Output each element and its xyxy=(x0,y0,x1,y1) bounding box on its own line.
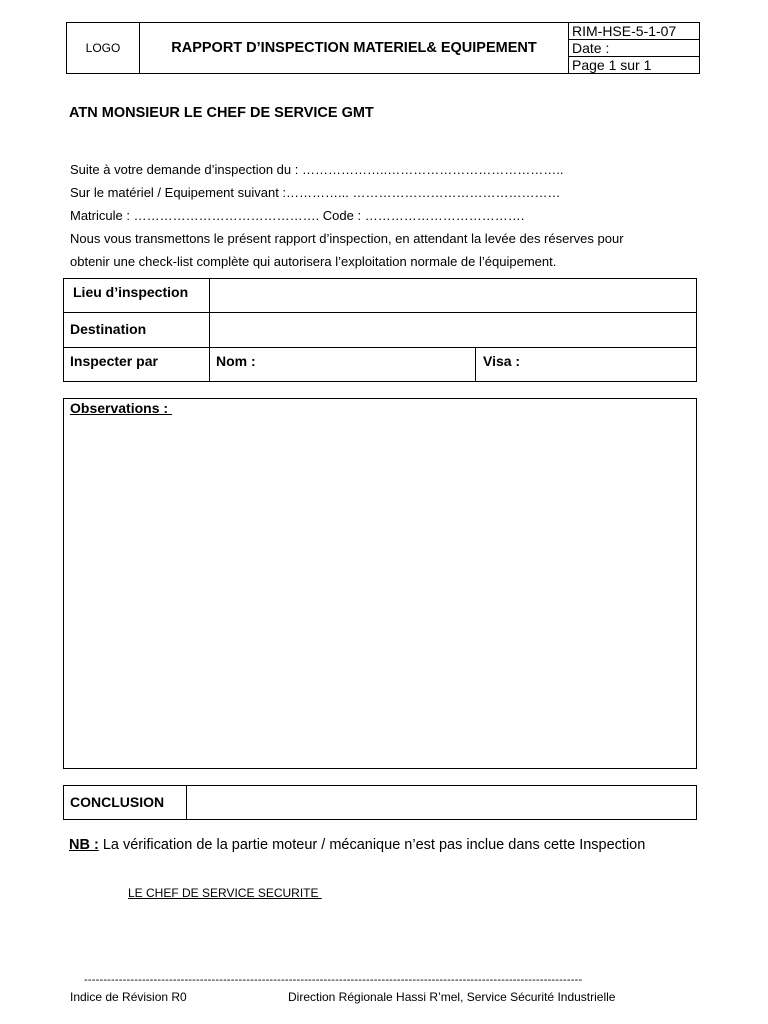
body-line-transmit: Nous vous transmettons le présent rapport d’inspection, en attendant la levée des réserves pour xyxy=(70,231,624,246)
document-header xyxy=(66,22,700,74)
nb-note xyxy=(69,837,645,853)
row-lieu xyxy=(64,279,696,313)
footer-revision: Indice de Révision R0 xyxy=(70,990,187,1004)
date-field: Date : xyxy=(569,40,699,57)
field-visa: Visa : xyxy=(483,353,521,369)
row-inspecteur xyxy=(64,348,696,381)
label-lieu-inspection: Lieu d’inspection xyxy=(64,279,210,312)
footer-direction: Direction Régionale Hassi R’mel, Service Sécurité Industrielle xyxy=(288,990,616,1004)
conclusion-row xyxy=(63,785,697,820)
label-destination: Destination xyxy=(64,313,210,347)
conclusion-label: CONCLUSION xyxy=(64,786,187,819)
footer-divider: --------------------------------------------------------------------------------------------------------------------------------- xyxy=(84,974,583,986)
observations-box xyxy=(63,398,697,769)
nb-label: NB : xyxy=(69,837,99,853)
observations-label: Observations : xyxy=(70,400,172,416)
document-title: RAPPORT D’INSPECTION MATERIEL& EQUIPEMENT xyxy=(140,23,569,73)
page-number: Page 1 sur 1 xyxy=(572,57,652,73)
addressee-line: ATN MONSIEUR LE CHEF DE SERVICE GMT xyxy=(69,105,374,121)
row-destination xyxy=(64,313,696,348)
field-nom: Nom : xyxy=(210,348,476,381)
label-inspecter-par: Inspecter par xyxy=(64,348,210,381)
document-reference: RIM-HSE-5-1-07 xyxy=(569,23,699,40)
body-line-equipment: Sur le matériel / Equipement suivant :…………... ………………………………………… xyxy=(70,185,561,200)
body-line-matricule: Matricule : ……………………………………. Code : ………………………………. xyxy=(70,208,525,223)
logo-placeholder: LOGO xyxy=(67,23,140,73)
signature-label: LE CHEF DE SERVICE SECURITE xyxy=(128,886,322,900)
body-line-request: Suite à votre demande d’inspection du : ………………..………………………………….. xyxy=(70,162,564,177)
body-line-checklist: obtenir une check-list complète qui autorisera l’exploitation normale de l’équipement. xyxy=(70,254,557,269)
nb-text: La vérification de la partie moteur / mécanique n’est pas inclue dans cette Inspection xyxy=(98,837,646,853)
inspection-info-table xyxy=(63,278,697,382)
